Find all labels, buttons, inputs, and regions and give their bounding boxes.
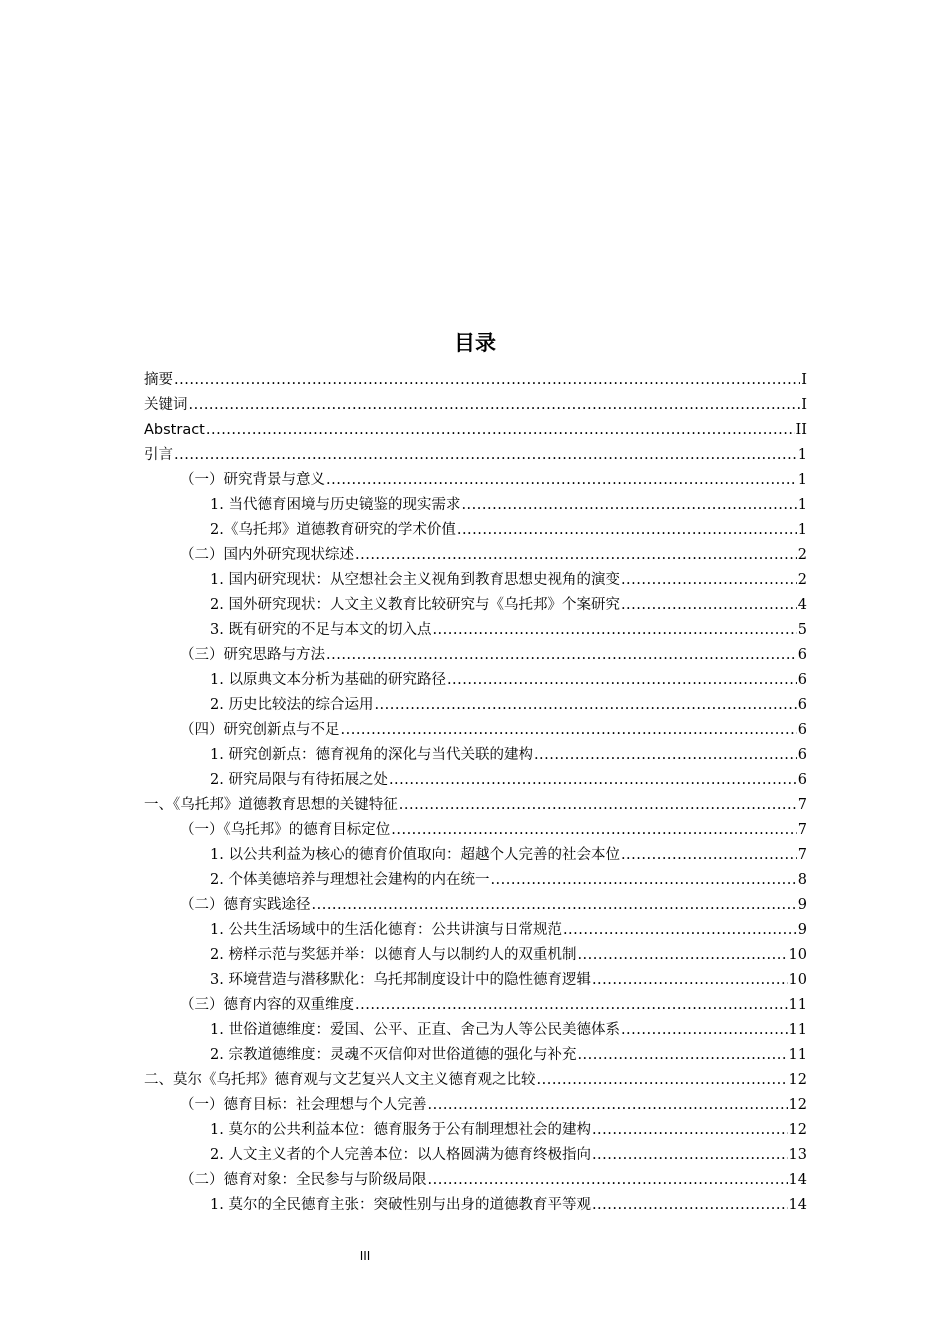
toc-entry-page: 13	[788, 1147, 807, 1163]
toc-leader-dots	[457, 518, 797, 543]
toc-entry-title: 3. 既有研究的不足与本文的切入点	[210, 622, 432, 638]
toc-entry-page: 2	[797, 547, 807, 563]
toc-leader-dots	[428, 1168, 788, 1193]
toc-entry-title: （一）《乌托邦》的德育目标定位	[180, 822, 391, 838]
toc-entry-title: 1. 莫尔的全民德育主张：突破性别与出身的道德教育平等观	[210, 1197, 591, 1213]
toc-entry[interactable]	[144, 893, 807, 918]
toc-entry-title: （二）德育对象：全民参与与阶级局限	[180, 1172, 427, 1188]
toc-entry-page: 9	[797, 922, 807, 938]
toc-entry-title: 2. 国外研究现状：人文主义教育比较研究与《乌托邦》个案研究	[210, 597, 620, 613]
toc-entry-title: 1. 研究创新点：德育视角的深化与当代关联的建构	[210, 747, 533, 763]
toc-entry[interactable]	[144, 718, 807, 743]
toc-entry-page: 4	[797, 597, 807, 613]
toc-entry-title: 2. 个体美德培养与理想社会建构的内在统一	[210, 872, 490, 888]
toc-entry-title: 1. 公共生活场域中的生活化德育：公共讲演与日常规范	[210, 922, 562, 938]
toc-leader-dots	[461, 493, 796, 518]
toc-entry[interactable]	[144, 1168, 807, 1193]
toc-entry[interactable]	[144, 593, 807, 618]
toc-entry-title: 2. 榜样示范与奖惩并举：以德育人与以制约人的双重机制	[210, 947, 577, 963]
toc-entry-title: Abstract	[144, 422, 205, 438]
toc-entry-title: （四）研究创新点与不足	[180, 722, 340, 738]
toc-entry-page: 12	[788, 1122, 807, 1138]
toc-entry-title: （一）德育目标：社会理想与个人完善	[180, 1097, 427, 1113]
toc-leader-dots	[399, 793, 797, 818]
toc-entry-page: 9	[797, 897, 807, 913]
toc-entry-page: 6	[797, 747, 807, 763]
toc-entry[interactable]	[144, 1118, 807, 1143]
toc-entry-title: 二、莫尔《乌托邦》德育观与文艺复兴人文主义德育观之比较	[144, 1072, 536, 1088]
toc-leader-dots	[621, 843, 797, 868]
toc-entry-title: 1. 莫尔的公共利益本位：德育服务于公有制理想社会的建构	[210, 1122, 591, 1138]
toc-entry-title: （二）德育实践途径	[180, 897, 311, 913]
toc-entry[interactable]	[144, 968, 807, 993]
toc-entry[interactable]	[144, 518, 807, 543]
toc-leader-dots	[592, 1118, 788, 1143]
toc-entry-title: （三）德育内容的双重维度	[180, 997, 354, 1013]
toc-entry-title: 2. 研究局限与有待拓展之处	[210, 772, 388, 788]
toc-entry-title: 2.《乌托邦》道德教育研究的学术价值	[210, 522, 456, 538]
toc-entry-title: 1. 当代德育困境与历史镜鉴的现实需求	[210, 497, 461, 513]
toc-leader-dots	[621, 593, 797, 618]
toc-leader-dots	[312, 893, 797, 918]
toc-entry[interactable]	[144, 668, 807, 693]
toc-entry-page: I	[801, 372, 807, 388]
toc-entry-page: 7	[797, 847, 807, 863]
toc-leader-dots	[428, 1093, 788, 1118]
toc-entry[interactable]	[144, 568, 807, 593]
toc-leader-dots	[577, 943, 787, 968]
toc-entry-page: I	[801, 397, 807, 413]
toc-entry-title: 3. 环境营造与潜移默化：乌托邦制度设计中的隐性德育逻辑	[210, 972, 591, 988]
page-number: III	[359, 1249, 371, 1263]
toc-entry[interactable]	[144, 543, 807, 568]
toc-entry-page: 2	[797, 572, 807, 588]
toc-entry-title: 摘要	[144, 372, 173, 388]
toc-entry-page: 11	[788, 997, 807, 1013]
toc-leader-dots	[563, 918, 797, 943]
toc-entry-page: 6	[797, 772, 807, 788]
toc-entry[interactable]	[144, 918, 807, 943]
toc-entry-page: 8	[797, 872, 807, 888]
toc-entry-page: 11	[788, 1047, 807, 1063]
toc-entry-title: 1. 世俗道德维度：爱国、公平、正直、舍己为人等公民美德体系	[210, 1022, 620, 1038]
toc-entry[interactable]	[144, 418, 807, 443]
toc-entry[interactable]	[144, 643, 807, 668]
toc-entry-page: 1	[797, 447, 807, 463]
toc-leader-dots	[577, 1043, 787, 1068]
toc-entry-page: 5	[797, 622, 807, 638]
toc-entry-title: 1. 国内研究现状：从空想社会主义视角到教育思想史视角的演变	[210, 572, 620, 588]
toc-leader-dots	[537, 1068, 788, 1093]
toc-entry[interactable]	[144, 943, 807, 968]
toc-leader-dots	[355, 543, 797, 568]
toc-entry[interactable]	[144, 443, 807, 468]
toc-leader-dots	[621, 1018, 788, 1043]
toc-entry[interactable]	[144, 1143, 807, 1168]
toc-leader-dots	[389, 768, 797, 793]
toc-entry-title: 2. 人文主义者的个人完善本位：以人格圆满为德育终极指向	[210, 1147, 591, 1163]
toc-entry-page: 12	[788, 1097, 807, 1113]
toc-entry-page: 1	[797, 472, 807, 488]
toc-leader-dots	[391, 818, 797, 843]
toc-entry-page: 7	[797, 822, 807, 838]
toc-leader-dots	[447, 668, 797, 693]
toc-entry-page: 6	[797, 672, 807, 688]
toc-entry[interactable]	[144, 468, 807, 493]
table-of-contents	[144, 368, 807, 1218]
toc-leader-dots	[326, 643, 797, 668]
toc-leader-dots	[355, 993, 788, 1018]
toc-entry-title: 2. 宗教道德维度：灵魂不灭信仰对世俗道德的强化与补充	[210, 1047, 577, 1063]
toc-leader-dots	[592, 968, 788, 993]
toc-entry[interactable]	[144, 393, 807, 418]
toc-entry-title: （一）研究背景与意义	[180, 472, 325, 488]
toc-entry[interactable]	[144, 1018, 807, 1043]
toc-entry[interactable]	[144, 768, 807, 793]
toc-entry-page: 1	[797, 522, 807, 538]
toc-entry[interactable]	[144, 493, 807, 518]
toc-entry-page: 12	[788, 1072, 807, 1088]
toc-entry[interactable]	[144, 1193, 807, 1218]
toc-entry-page: 6	[797, 647, 807, 663]
toc-entry[interactable]	[144, 843, 807, 868]
toc-entry[interactable]	[144, 368, 807, 393]
toc-entry-page: 1	[797, 497, 807, 513]
toc-entry[interactable]	[144, 1068, 807, 1093]
toc-leader-dots	[534, 743, 797, 768]
toc-entry[interactable]	[144, 818, 807, 843]
toc-leader-dots	[174, 368, 800, 393]
toc-entry-page: II	[795, 422, 807, 438]
toc-entry[interactable]	[144, 993, 807, 1018]
toc-leader-dots	[326, 468, 797, 493]
toc-entry-page: 10	[788, 947, 807, 963]
toc-leader-dots	[490, 868, 796, 893]
toc-leader-dots	[374, 693, 796, 718]
toc-entry[interactable]	[144, 743, 807, 768]
toc-entry-title: （三）研究思路与方法	[180, 647, 325, 663]
toc-entry[interactable]	[144, 1093, 807, 1118]
toc-entry-page: 11	[788, 1022, 807, 1038]
toc-leader-dots	[206, 418, 795, 443]
toc-leader-dots	[592, 1193, 788, 1218]
toc-leader-dots	[174, 443, 797, 468]
toc-entry[interactable]	[144, 793, 807, 818]
toc-entry-title: 1. 以原典文本分析为基础的研究路径	[210, 672, 446, 688]
toc-leader-dots	[592, 1143, 788, 1168]
toc-entry-title: 2. 历史比较法的综合运用	[210, 697, 374, 713]
toc-entry-title: （二）国内外研究现状综述	[180, 547, 354, 563]
toc-entry-title: 一、《乌托邦》道德教育思想的关键特征	[144, 797, 398, 813]
toc-entry-page: 10	[788, 972, 807, 988]
toc-entry-title: 1. 以公共利益为核心的德育价值取向：超越个人完善的社会本位	[210, 847, 620, 863]
toc-title: 目录	[454, 331, 496, 355]
toc-entry-title: 引言	[144, 447, 173, 463]
toc-leader-dots	[189, 393, 801, 418]
toc-entry[interactable]	[144, 618, 807, 643]
toc-entry-page: 6	[797, 697, 807, 713]
toc-leader-dots	[621, 568, 797, 593]
toc-entry-title: 关键词	[144, 397, 188, 413]
toc-entry-page: 7	[797, 797, 807, 813]
toc-entry-page: 14	[788, 1172, 807, 1188]
toc-leader-dots	[341, 718, 797, 743]
toc-leader-dots	[432, 618, 796, 643]
toc-entry-page: 14	[788, 1197, 807, 1213]
toc-entry[interactable]	[144, 1043, 807, 1068]
toc-entry[interactable]	[144, 693, 807, 718]
toc-entry[interactable]	[144, 868, 807, 893]
toc-entry-page: 6	[797, 722, 807, 738]
